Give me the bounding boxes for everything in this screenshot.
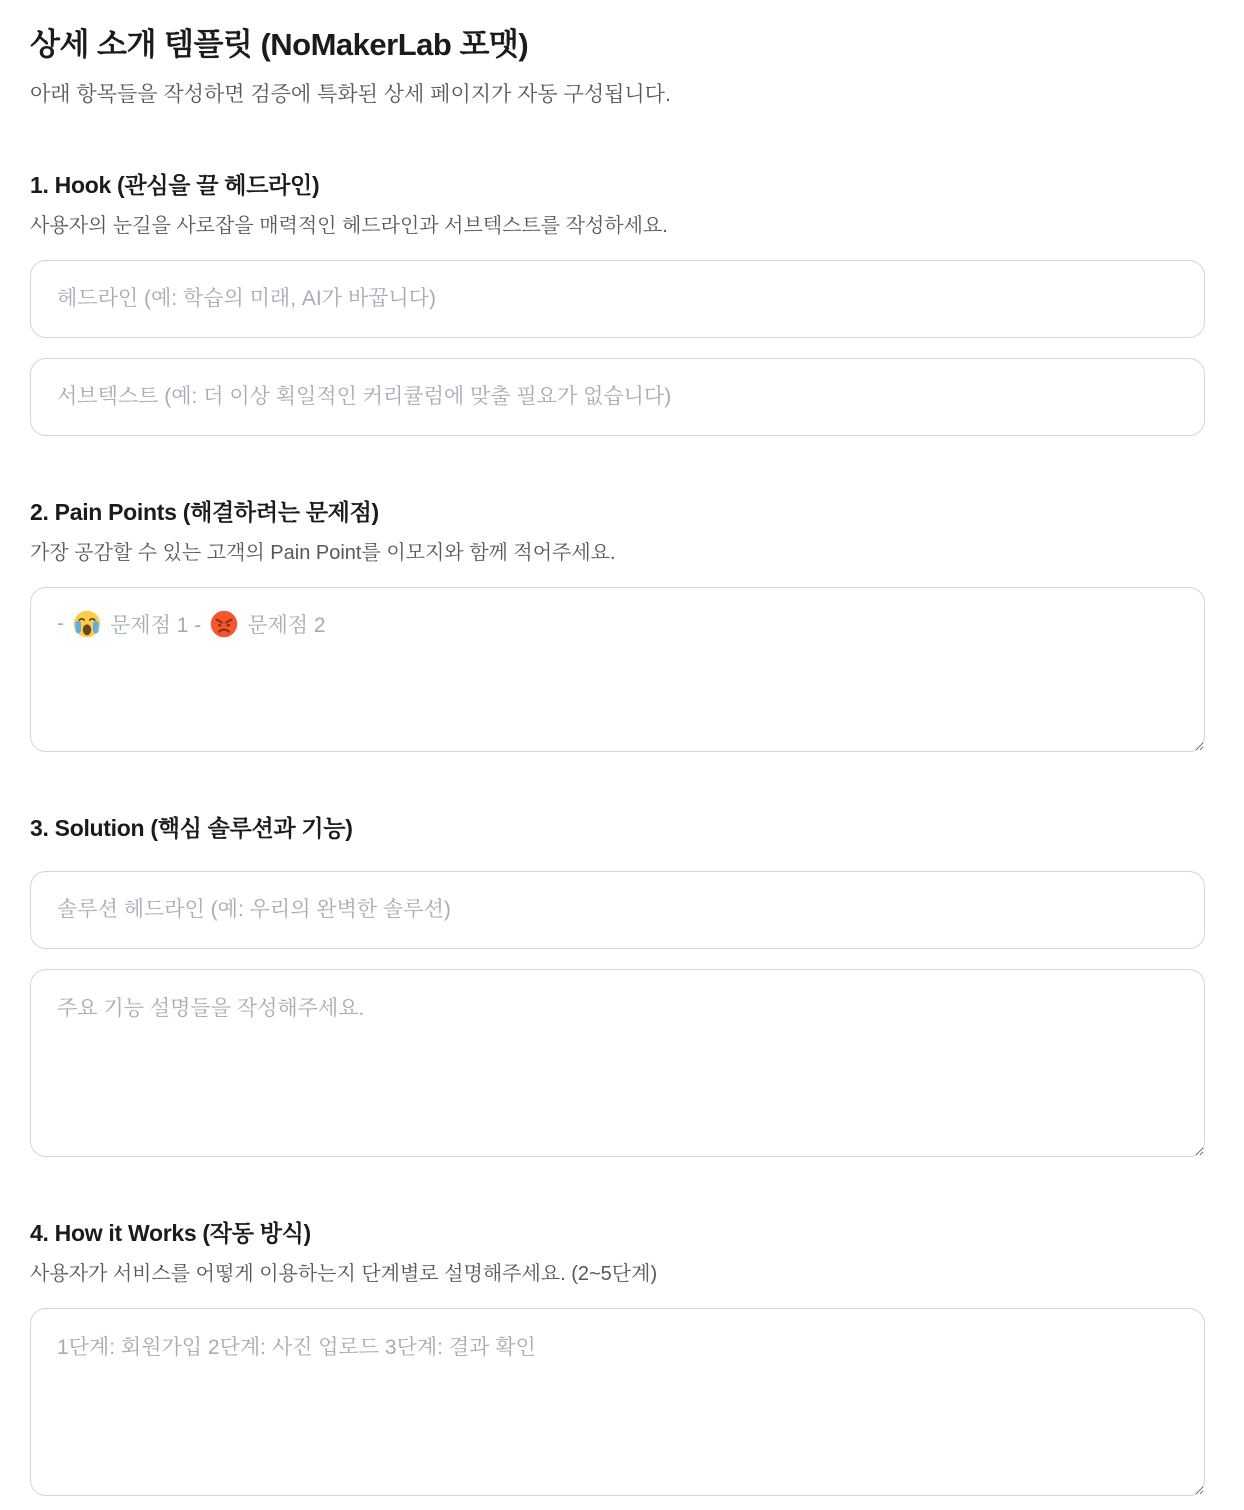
solution-features-textarea[interactable] (30, 969, 1205, 1157)
section-how-it-works (30, 1215, 1205, 1496)
section-pain-points-heading: 2. Pain Points (해결하려는 문제점) (30, 499, 379, 526)
pain-points-textarea[interactable] (30, 587, 1205, 752)
placeholder-pain-item-1: 문제점 1 - (110, 614, 202, 638)
section-solution (30, 810, 1205, 1157)
section-how-it-works-heading: 4. How it Works (작동 방식) (30, 1220, 311, 1247)
section-solution-heading: 3. Solution (핵심 솔루션과 기능) (30, 815, 353, 842)
section-hook (30, 167, 1205, 436)
solution-headline-input[interactable] (30, 871, 1205, 949)
page-subtitle: 아래 항목들을 작성하면 검증에 특화된 상세 페이지가 자동 구성됩니다. (30, 82, 671, 106)
section-hook-heading: 1. Hook (관심을 끌 헤드라인) (30, 172, 320, 199)
section-how-it-works-description: 사용자가 서비스를 어떻게 이용하는지 단계별로 설명해주세요. (2~5단계) (30, 1263, 658, 1286)
placeholder-dash: - (57, 612, 64, 636)
how-it-works-textarea[interactable] (30, 1308, 1205, 1496)
section-pain-points-description: 가장 공감할 수 있는 고객의 Pain Point를 이모지와 함께 적어주세요. (30, 542, 616, 565)
section-hook-description: 사용자의 눈길을 사로잡을 매력적인 헤드라인과 서브텍스트를 작성하세요. (30, 215, 668, 238)
page-title: 상세 소개 템플릿 (NoMakerLab 포맷) (30, 27, 529, 62)
hook-headline-input[interactable] (30, 260, 1205, 338)
placeholder-pain-item-2: 문제점 2 (247, 614, 326, 638)
section-pain-points (30, 494, 1205, 752)
hook-subtext-input[interactable] (30, 358, 1205, 436)
